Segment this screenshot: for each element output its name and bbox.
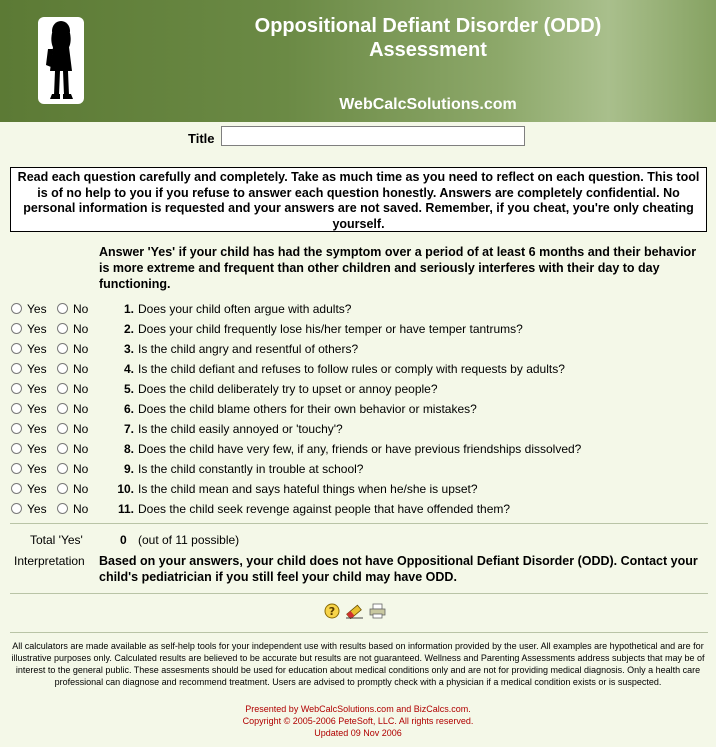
no-radio[interactable] xyxy=(57,403,68,414)
no-label: No xyxy=(73,482,89,496)
question-number: 9. xyxy=(123,462,134,476)
question-row xyxy=(10,300,710,320)
question-text: Does your child often argue with adults? xyxy=(138,302,352,316)
question-text: Does the child have very few, if any, friends or have previous friendships dissolved? xyxy=(138,442,582,456)
question-text: Is the child easily annoyed or 'touchy'? xyxy=(138,422,343,436)
yes-radio[interactable] xyxy=(11,403,22,414)
no-label: No xyxy=(73,462,89,476)
no-label: No xyxy=(73,442,89,456)
no-radio[interactable] xyxy=(57,303,68,314)
svg-text:?: ? xyxy=(328,605,336,618)
question-number: 8. xyxy=(123,442,134,456)
question-text: Is the child mean and says hateful things when he/she is upset? xyxy=(138,482,478,496)
printer-icon[interactable] xyxy=(369,603,385,619)
no-label: No xyxy=(73,382,89,396)
question-row xyxy=(10,440,710,460)
question-number: 6. xyxy=(123,402,134,416)
yes-radio[interactable] xyxy=(11,303,22,314)
yes-radio[interactable] xyxy=(11,463,22,474)
question-text: Is the child defiant and refuses to follow rules or comply with requests by adults? xyxy=(138,362,565,376)
interpretation-text: Based on your answers, your child does not have Oppositional Defiant Disorder (ODD). Contact your child's pediatrician if you still feel your child may have ODD. xyxy=(99,554,698,584)
site-name: WebCalcSolutions.com xyxy=(339,96,517,113)
yes-label: Yes xyxy=(27,422,47,436)
no-radio[interactable] xyxy=(57,383,68,394)
question-row xyxy=(10,340,710,360)
no-label: No xyxy=(73,422,89,436)
no-radio[interactable] xyxy=(57,363,68,374)
yes-label: Yes xyxy=(27,402,47,416)
no-radio[interactable] xyxy=(57,443,68,454)
footer-credit: Presented by WebCalcSolutions.com and BizCalcs.com. xyxy=(245,704,471,714)
instructions-box: Read each question carefully and completely. Take as much time as you need to reflect on each question. This tool is of no help to you if you refuse to answer each question honestly. Answers are completely confidential. No personal information is requested and your answers are not saved. Remember, if you cheat, you're only cheating yourself. xyxy=(10,167,707,232)
help-icon[interactable] xyxy=(324,603,340,619)
yes-label: Yes xyxy=(27,342,47,356)
question-row xyxy=(10,480,710,500)
eraser-icon[interactable] xyxy=(346,603,362,619)
total-value: 0 xyxy=(120,533,127,547)
total-note: (out of 11 possible) xyxy=(138,533,240,547)
question-number: 11. xyxy=(117,502,134,516)
no-label: No xyxy=(73,302,89,316)
no-label: No xyxy=(73,362,89,376)
no-radio[interactable] xyxy=(57,483,68,494)
yes-label: Yes xyxy=(27,322,47,336)
yes-label: Yes xyxy=(27,462,47,476)
divider xyxy=(10,632,708,633)
yes-radio[interactable] xyxy=(11,343,22,354)
page-title: Oppositional Defiant Disorder (ODD) Assessment xyxy=(254,15,602,61)
question-text: Is the child constantly in trouble at school? xyxy=(138,462,364,476)
question-row xyxy=(10,400,710,420)
title-input[interactable] xyxy=(221,126,525,146)
yes-label: Yes xyxy=(27,482,47,496)
no-radio[interactable] xyxy=(57,503,68,514)
no-radio[interactable] xyxy=(57,343,68,354)
footer xyxy=(150,703,566,739)
yes-radio[interactable] xyxy=(11,423,22,434)
question-text: Does your child frequently lose his/her temper or have temper tantrums? xyxy=(138,322,523,336)
divider xyxy=(10,593,708,594)
yes-radio[interactable] xyxy=(11,363,22,374)
no-radio[interactable] xyxy=(57,323,68,334)
question-text: Does the child deliberately try to upset or annoy people? xyxy=(138,382,438,396)
disclaimer: All calculators are made available as self-help tools for your independent use with results based on information provided by the user. All examples are hypothetical and are for illustrative purposes only. Calculated results are believed to be accurate but results are not guaranteed. Wellness and Parenting Assessments address subjects that may be of interest to the general public. These assesments should be used for education about medical conditions only and are not for providing medical diagnosis. Only a health care professional can diagnose and recommend treatment. Users are advised to promptly check with a physician if a medical condition exists or is suspected. xyxy=(11,641,705,687)
title-label: Title xyxy=(188,131,215,146)
yes-radio[interactable] xyxy=(11,443,22,454)
question-number: 10. xyxy=(117,482,134,496)
question-number: 7. xyxy=(123,422,134,436)
question-row xyxy=(10,500,710,520)
question-number: 2. xyxy=(123,322,134,336)
yes-radio[interactable] xyxy=(11,503,22,514)
footer-updated: Updated 09 Nov 2006 xyxy=(314,728,402,738)
no-label: No xyxy=(73,402,89,416)
logo xyxy=(38,17,84,104)
no-radio[interactable] xyxy=(57,423,68,434)
no-radio[interactable] xyxy=(57,463,68,474)
interpretation-label: Interpretation xyxy=(14,554,85,568)
no-label: No xyxy=(73,342,89,356)
yes-label: Yes xyxy=(27,502,47,516)
total-label: Total 'Yes' xyxy=(30,533,83,547)
child-silhouette-icon xyxy=(42,19,80,102)
question-number: 5. xyxy=(123,382,134,396)
no-label: No xyxy=(73,322,89,336)
question-text: Does the child blame others for their own behavior or mistakes? xyxy=(138,402,477,416)
question-row xyxy=(10,320,710,340)
question-text: Does the child seek revenge against people that have offended them? xyxy=(138,502,511,516)
yes-label: Yes xyxy=(27,302,47,316)
answer-instructions: Answer 'Yes' if your child has had the symptom over a period of at least 6 months and their behavior is more extreme and frequent than other children and seriously interferes with their day to day functioning. xyxy=(99,245,697,291)
question-row xyxy=(10,380,710,400)
header-banner xyxy=(0,0,716,122)
question-row xyxy=(10,360,710,380)
question-number: 4. xyxy=(123,362,134,376)
no-label: No xyxy=(73,502,89,516)
yes-label: Yes xyxy=(27,362,47,376)
yes-radio[interactable] xyxy=(11,483,22,494)
yes-label: Yes xyxy=(27,382,47,396)
yes-label: Yes xyxy=(27,442,47,456)
question-number: 3. xyxy=(123,342,134,356)
question-row xyxy=(10,460,710,480)
question-row xyxy=(10,420,710,440)
question-text: Is the child angry and resentful of others? xyxy=(138,342,359,356)
divider xyxy=(10,523,708,524)
yes-radio[interactable] xyxy=(11,383,22,394)
footer-copyright: Copyright © 2005-2006 PeteSoft, LLC. All rights reserved. xyxy=(242,716,474,726)
question-number: 1. xyxy=(123,302,134,316)
yes-radio[interactable] xyxy=(11,323,22,334)
